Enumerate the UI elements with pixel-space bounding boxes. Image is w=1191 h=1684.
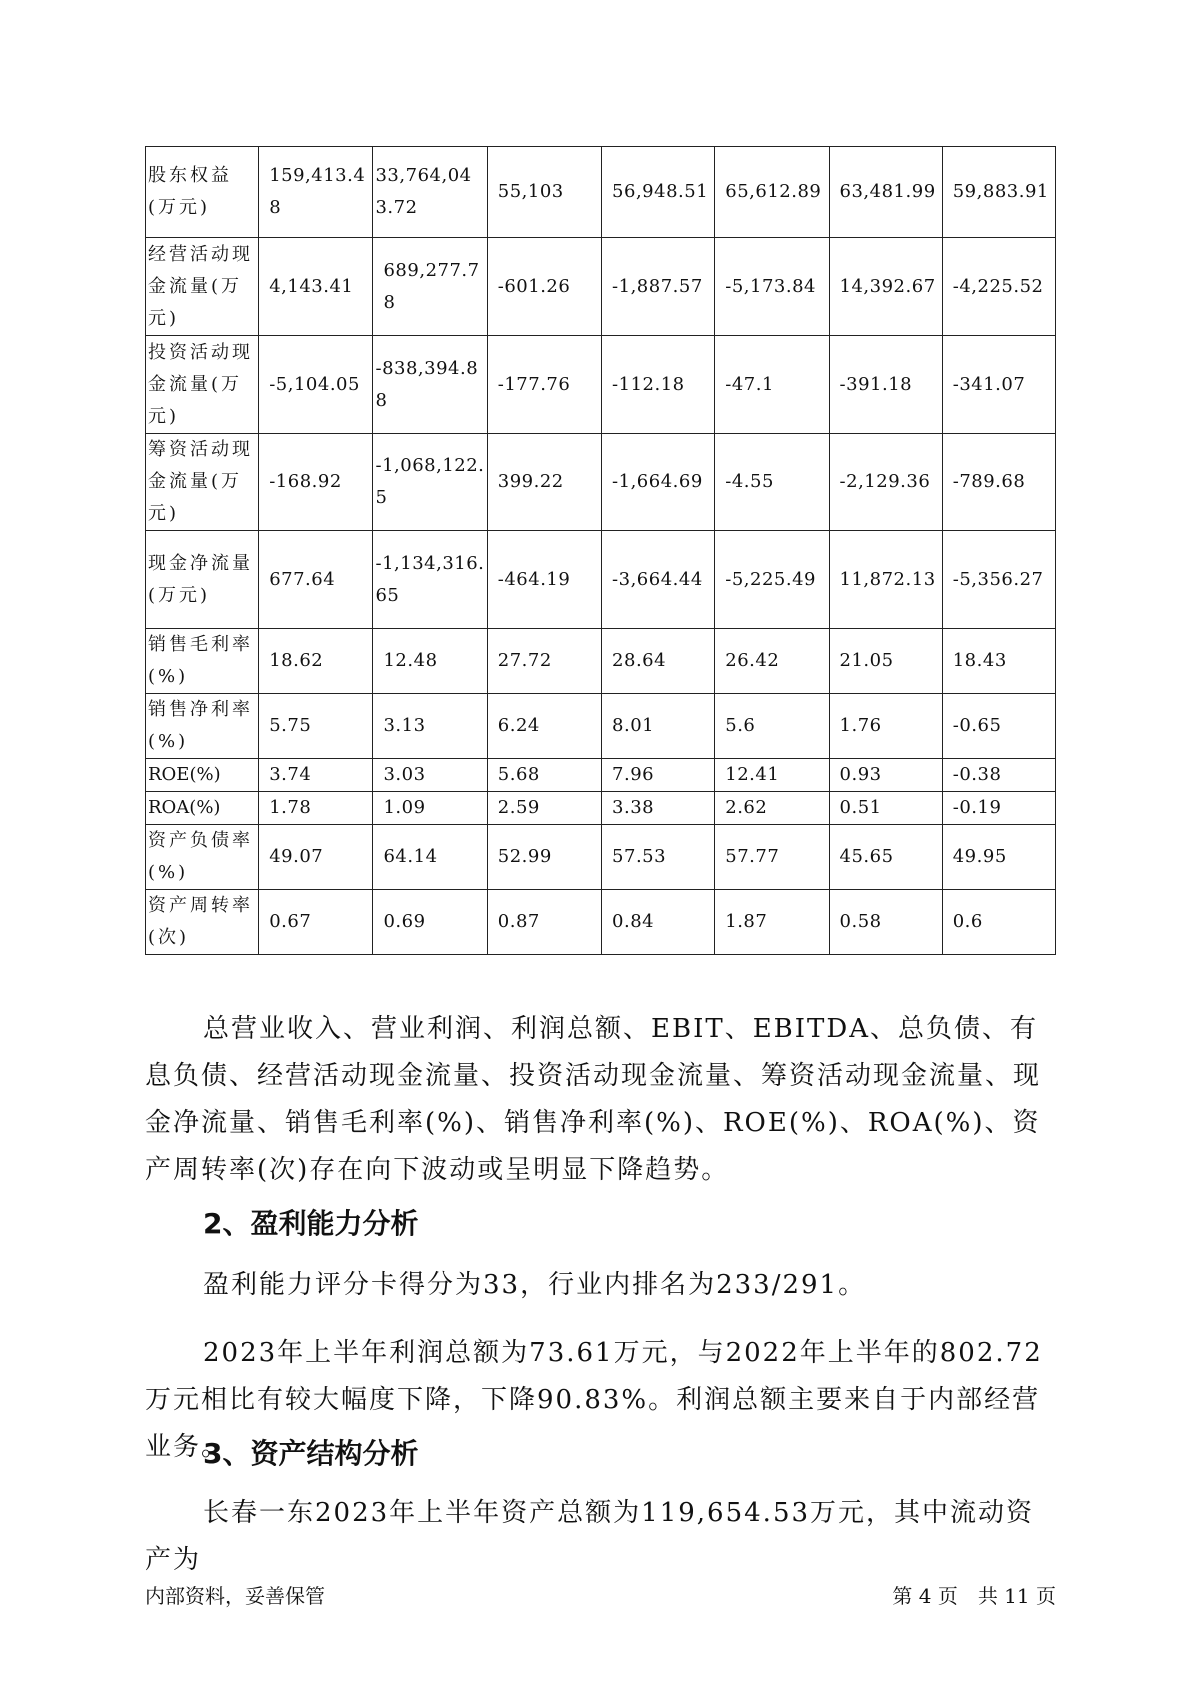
table-cell: -789.68 <box>942 434 1055 531</box>
table-cell: 2.59 <box>487 792 601 825</box>
table-row <box>146 890 1056 955</box>
table-cell: 399.22 <box>487 434 601 531</box>
table-cell: 0.67 <box>259 890 373 955</box>
table-cell: 33,764,043.72 <box>373 147 487 238</box>
table-cell: 63,481.99 <box>829 147 942 238</box>
table-cell: 0.51 <box>829 792 942 825</box>
footer-page-number: 第 4 页 共 11 页 <box>892 1584 1056 1608</box>
table-cell: -112.18 <box>602 336 715 434</box>
table-cell: 65,612.89 <box>715 147 829 238</box>
table-cell: 1.76 <box>829 694 942 759</box>
table-cell: 21.05 <box>829 629 942 694</box>
table-cell: 45.65 <box>829 825 942 890</box>
asset-structure-paragraph: 长春一东2023年上半年资产总额为119,654.53万元，其中流动资产为 <box>145 1498 1035 1575</box>
table-cell: 3.13 <box>373 694 487 759</box>
table-row <box>146 629 1056 694</box>
table-cell: 3.74 <box>259 759 373 792</box>
table-cell: -4,225.52 <box>942 238 1055 336</box>
table-row <box>146 531 1056 629</box>
row-label: 资产负债率(%) <box>146 825 259 890</box>
table-cell: 8.01 <box>602 694 715 759</box>
table-cell: 11,872.13 <box>829 531 942 629</box>
table-cell: 1.09 <box>373 792 487 825</box>
row-label: ROA(%) <box>146 792 259 825</box>
table-row <box>146 759 1056 792</box>
profitability-score-paragraph: 盈利能力评分卡得分为33，行业内排名为233/291。 <box>203 1270 867 1300</box>
row-label: 经营活动现金流量(万元) <box>146 238 259 336</box>
row-label: 现金净流量(万元) <box>146 531 259 629</box>
table-cell: 12.41 <box>715 759 829 792</box>
table-cell: -0.38 <box>942 759 1055 792</box>
table-cell: 3.03 <box>373 759 487 792</box>
table-row <box>146 336 1056 434</box>
table-cell: 49.07 <box>259 825 373 890</box>
table-cell: 3.38 <box>602 792 715 825</box>
table-cell: 14,392.67 <box>829 238 942 336</box>
trend-paragraph: 总营业收入、营业利润、利润总额、EBIT、EBITDA、总负债、有息负债、经营活动现金流量、投资活动现金流量、筹资活动现金流量、现金净流量、销售毛利率(%)、销售净利率(%)、ROE(%)、ROA(%)、资产周转率(次)存在向下波动或呈明显下降趋势。 <box>145 1014 1042 1185</box>
table-cell: 5.68 <box>487 759 601 792</box>
table-cell: 57.77 <box>715 825 829 890</box>
table-row <box>146 694 1056 759</box>
table-cell: 159,413.48 <box>259 147 373 238</box>
table-row <box>146 147 1056 238</box>
table-cell: -838,394.88 <box>373 336 487 434</box>
table-cell: -1,664.69 <box>602 434 715 531</box>
row-label: 投资活动现金流量(万元) <box>146 336 259 434</box>
table-row <box>146 792 1056 825</box>
table-cell: -391.18 <box>829 336 942 434</box>
table-cell: -4.55 <box>715 434 829 531</box>
table-cell: -464.19 <box>487 531 601 629</box>
table-cell: 0.93 <box>829 759 942 792</box>
table-cell: -5,104.05 <box>259 336 373 434</box>
footer-confidential-note: 内部资料，妥善保管 <box>145 1584 325 1608</box>
table-cell: -0.19 <box>942 792 1055 825</box>
table-cell: 59,883.91 <box>942 147 1055 238</box>
financial-indicators-table <box>145 146 1056 955</box>
table-cell: -1,887.57 <box>602 238 715 336</box>
table-cell: -2,129.36 <box>829 434 942 531</box>
section-heading-profitability: 2、盈利能力分析 <box>203 1207 419 1240</box>
table-cell: 0.69 <box>373 890 487 955</box>
table-cell: 18.62 <box>259 629 373 694</box>
row-label: 资产周转率(次) <box>146 890 259 955</box>
row-label: 销售毛利率(%) <box>146 629 259 694</box>
table-cell: -601.26 <box>487 238 601 336</box>
row-label: ROE(%) <box>146 759 259 792</box>
table-cell: -341.07 <box>942 336 1055 434</box>
table-cell: 26.42 <box>715 629 829 694</box>
profit-total-paragraph: 2023年上半年利润总额为73.61万元，与2022年上半年的802.72万元相比有较大幅度下降，下降90.83%。利润总额主要来自于内部经营业务。 <box>145 1338 1043 1462</box>
table-cell: 7.96 <box>602 759 715 792</box>
table-row <box>146 238 1056 336</box>
table-cell: -5,173.84 <box>715 238 829 336</box>
table-cell: -1,068,122.5 <box>373 434 487 531</box>
table-cell: -5,225.49 <box>715 531 829 629</box>
table-cell: 5.6 <box>715 694 829 759</box>
table-cell: 677.64 <box>259 531 373 629</box>
table-cell: 6.24 <box>487 694 601 759</box>
table-cell: 57.53 <box>602 825 715 890</box>
table-cell: 52.99 <box>487 825 601 890</box>
table-cell: 49.95 <box>942 825 1055 890</box>
table-cell: -1,134,316.65 <box>373 531 487 629</box>
row-label: 销售净利率(%) <box>146 694 259 759</box>
table-row <box>146 825 1056 890</box>
table-cell: 18.43 <box>942 629 1055 694</box>
table-cell: -168.92 <box>259 434 373 531</box>
table-cell: 12.48 <box>373 629 487 694</box>
table-row <box>146 434 1056 531</box>
table-cell: 28.64 <box>602 629 715 694</box>
table-cell: -0.65 <box>942 694 1055 759</box>
table-cell: 0.6 <box>942 890 1055 955</box>
table-cell: -3,664.44 <box>602 531 715 629</box>
table-cell: 0.87 <box>487 890 601 955</box>
table-cell: -177.76 <box>487 336 601 434</box>
table-cell: 0.58 <box>829 890 942 955</box>
table-cell: 56,948.51 <box>602 147 715 238</box>
table-cell: 1.87 <box>715 890 829 955</box>
table-cell: 2.62 <box>715 792 829 825</box>
table-cell: 1.78 <box>259 792 373 825</box>
table-cell: 27.72 <box>487 629 601 694</box>
table-cell: -47.1 <box>715 336 829 434</box>
table-cell: 55,103 <box>487 147 601 238</box>
section-heading-asset-structure: 3、资产结构分析 <box>203 1437 419 1470</box>
row-label: 筹资活动现金流量(万元) <box>146 434 259 531</box>
row-label: 股东权益(万元) <box>146 147 259 238</box>
table-cell: 64.14 <box>373 825 487 890</box>
table-cell: 4,143.41 <box>259 238 373 336</box>
table-cell: 689,277.78 <box>373 238 487 336</box>
table-cell: 0.84 <box>602 890 715 955</box>
table-cell: -5,356.27 <box>942 531 1055 629</box>
table-cell: 5.75 <box>259 694 373 759</box>
